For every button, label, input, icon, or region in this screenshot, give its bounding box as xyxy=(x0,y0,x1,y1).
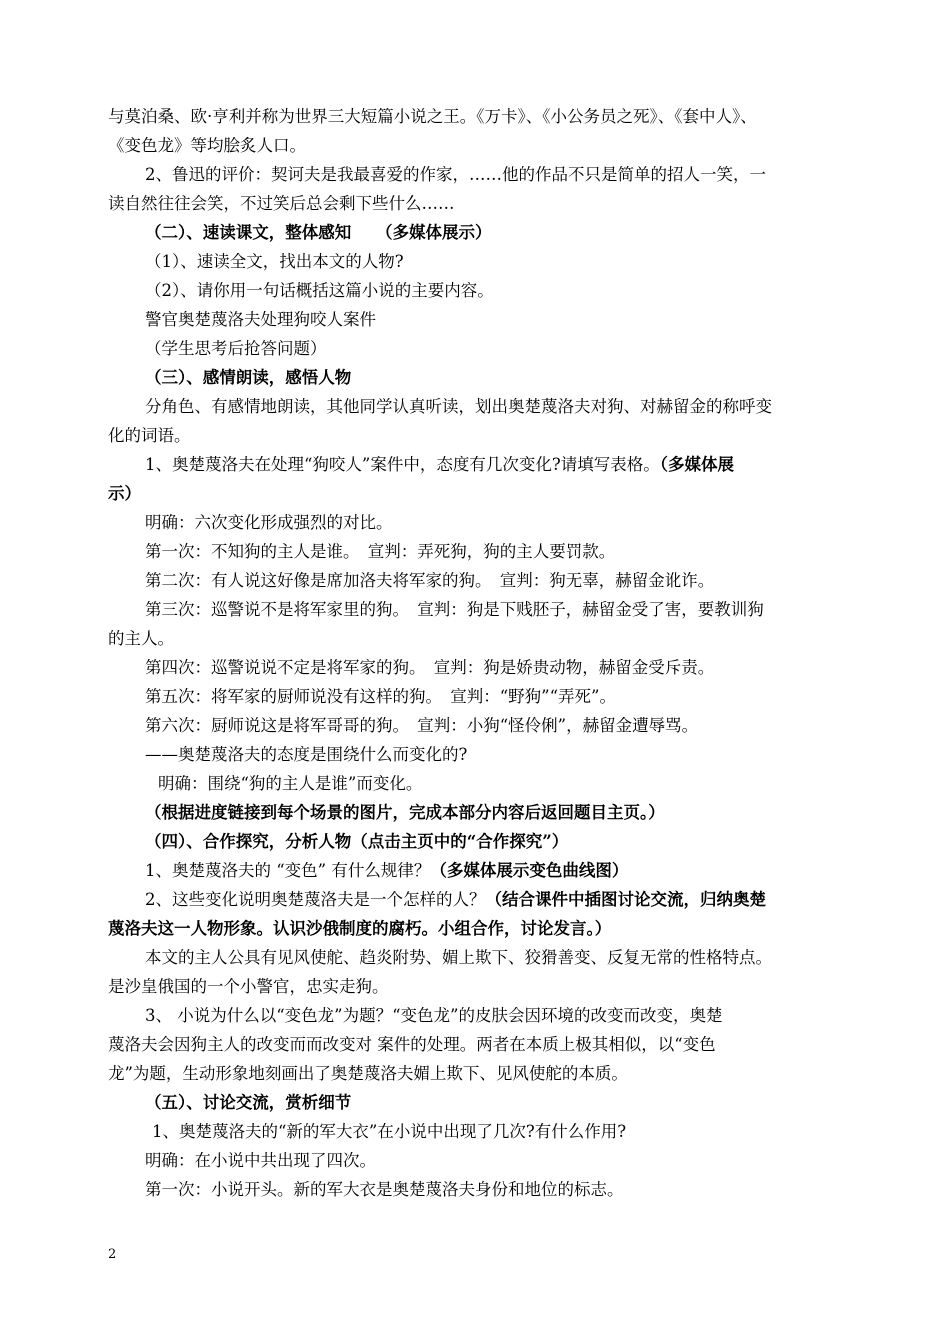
paragraph-line xyxy=(108,885,848,914)
paragraph-line: 第六次：厨师说这是将军哥哥的狗。 宣判：小狗“怪伶俐”，赫留金遭辱骂。 xyxy=(145,716,699,735)
question-text: 1、奥楚蔑洛夫的 “变色” 有什么规律？ xyxy=(145,861,431,880)
paragraph-line: 明确：在小说中共出现了四次。 xyxy=(145,1151,376,1170)
paragraph-line: 明确：六次变化形成强烈的对比。 xyxy=(145,513,393,532)
media-note: 示） xyxy=(108,484,141,503)
paragraph-line: 化的词语。 xyxy=(108,426,191,445)
paragraph-line xyxy=(108,450,848,479)
paragraph-line: 是沙皇俄国的一个小警官，忠实走狗。 xyxy=(108,977,389,996)
section-heading: （三）、感情朗读，感悟人物 xyxy=(145,368,352,387)
media-note: （多媒体展示变色曲线图） xyxy=(430,861,629,880)
section-heading: （五）、讨论交流，赏析细节 xyxy=(145,1093,352,1112)
bold-note: （根据进度链接到每个场景的图片，完成本部分内容后返回题目主页。） xyxy=(145,803,665,822)
paragraph-line: 第二次：有人说这好像是席加洛夫将军家的狗。 宣判：狗无辜，赫留金讹诈。 xyxy=(145,571,715,590)
document-body xyxy=(108,102,848,1204)
question-text: 2、这些变化说明奥楚蔑洛夫是一个怎样的人？ xyxy=(145,890,486,909)
paragraph-line: 明确：围绕“狗的主人是谁”而变化。 xyxy=(158,774,423,793)
page-number: 2 xyxy=(108,1247,117,1262)
section-heading: （二）、速读课文，整体感知 （多媒体展示） xyxy=(145,223,492,242)
paragraph-line: 2、鲁迅的评价：契诃夫是我最喜爱的作家，……他的作品不只是简单的招人一笑，一 xyxy=(145,165,766,184)
question-text: 1、奥楚蔑洛夫在处理“狗咬人”案件中，态度有几次变化?请填写表格。 xyxy=(145,455,660,474)
activity-note: （结合课件中插图讨论交流，归纳奥楚 xyxy=(485,890,766,909)
paragraph-line: 读自然往往会笑，不过笑后总会剩下些什么…… xyxy=(108,194,455,213)
paragraph-line: 的主人。 xyxy=(108,629,174,648)
media-note: （多媒体展 xyxy=(659,455,734,474)
paragraph-line: 第五次：将军家的厨师说没有这样的狗。 宣判：“野狗”“弄死”。 xyxy=(145,687,616,706)
paragraph-line: 警官奥楚蔑洛夫处理狗咬人案件 xyxy=(145,310,376,329)
paragraph-line: 第一次：不知狗的主人是谁。 宣判：弄死狗，狗的主人要罚款。 xyxy=(145,542,616,561)
paragraph-line: 《变色龙》等均脍炙人口。 xyxy=(108,136,306,155)
paragraph-line: 第三次：巡警说不是将军家里的狗。 宣判：狗是下贱胚子，赫留金受了害，要教训狗 xyxy=(145,600,764,619)
paragraph-line: 龙”为题，生动形象地刻画出了奥楚蔑洛夫媚上欺下、见风使舵的本质。 xyxy=(108,1064,628,1083)
paragraph-line: 第四次：巡警说说不定是将军家的狗。 宣判：狗是娇贵动物，赫留金受斥责。 xyxy=(145,658,715,677)
paragraph-line xyxy=(108,856,848,885)
activity-note: 蔑洛夫这一人物形象。认识沙俄制度的腐朽。小组合作，讨论发言。） xyxy=(108,919,612,938)
section-heading: （四）、合作探究，分析人物（点击主页中的“合作探究”） xyxy=(145,832,569,851)
paragraph-line: 1、奥楚蔑洛夫的“新的军大衣”在小说中出现了几次?有什么作用? xyxy=(152,1122,627,1141)
paragraph-line: （学生思考后抢答问题） xyxy=(145,339,327,358)
paragraph-line: 第一次：小说开头。新的军大衣是奥楚蔑洛夫身份和地位的标志。 xyxy=(145,1180,624,1199)
paragraph-line: （1）、速读全文，找出本文的人物? xyxy=(145,252,404,271)
paragraph-line: ——奥楚蔑洛夫的态度是围绕什么而变化的? xyxy=(145,745,468,764)
paragraph-line: 3、 小说为什么以“变色龙”为题？“变色龙”的皮肤会因环境的改变而改变，奥楚 xyxy=(145,1006,723,1025)
paragraph-line: 分角色、有感情地朗读，其他同学认真听读，划出奥楚蔑洛夫对狗、对赫留金的称呼变 xyxy=(145,397,772,416)
paragraph-line: 与莫泊桑、欧·亨利并称为世界三大短篇小说之王。《万卡》、《小公务员之死》、《套中人》、 xyxy=(108,107,757,126)
paragraph-line: 本文的主人公具有见风使舵、趋炎附势、媚上欺下、狡猾善变、反复无常的性格特点。 xyxy=(145,948,772,967)
paragraph-line: （2）、请你用一句话概括这篇小说的主要内容。 xyxy=(145,281,494,300)
paragraph-line: 蔑洛夫会因狗主人的改变而而改变对 案件的处理。两者在本质上极其相似，以“变色 xyxy=(108,1035,716,1054)
